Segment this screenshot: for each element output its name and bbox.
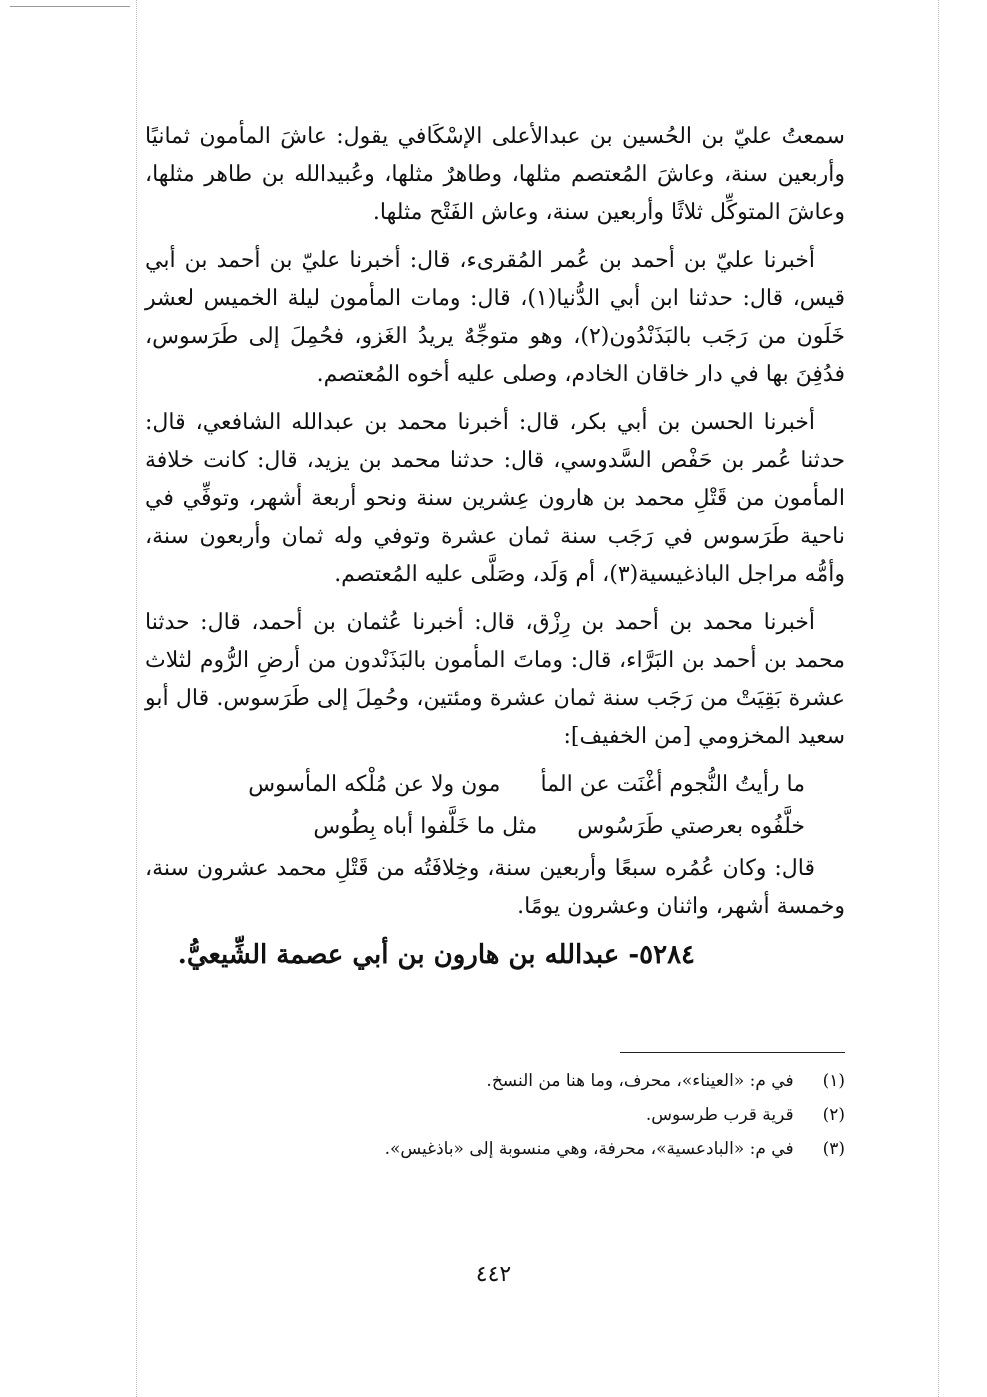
poem-hemistich: مثل ما خَلَّفوا أباه بِطُوس	[313, 814, 538, 839]
footnote-3	[145, 1132, 845, 1166]
paragraph-3: أخبرنا الحسن بن أبي بكر، قال: أخبرنا محمد بن عبدالله الشافعي، قال: حدثنا عُمر بن حَفْص السَّدوسي، قال: حدثنا محمد بن يزيد، قال: كانت خلافة المأمون من قَتْلِ محمد بن هارون عِشرين سنة ونحو أربعة أشهر، وتوفِّي في ناحية طَرَسوس في رَجَب سنة ثمان عشرة وتوفي وله ثمان وأربعون سنة، وأمُّه مراجل الباذغيسية(٣)، أم وَلَد، وصَلَّى عليه المُعتصم.	[145, 410, 845, 587]
poem-hemistich: مون ولا عن مُلْكه المأسوس	[248, 772, 501, 797]
footnote-rule	[620, 1052, 845, 1053]
poem-line-1	[145, 766, 845, 804]
footnote-2	[145, 1098, 845, 1132]
entry-heading: ٥٢٨٤- عبدالله بن هارون بن أبي عصمة الشِّيعيُّ.	[177, 940, 695, 970]
footnote-text: في م: «البادعسية»، محرفة، وهي منسوبة إلى «باذغيس».	[384, 1139, 794, 1159]
page-number: ٤٤٢	[475, 1262, 512, 1287]
paragraph-2: أخبرنا عليّ بن أحمد بن عُمر المُقرىء، قال: أخبرنا عليّ بن أحمد بن أبي قيس، قال: حدثنا ابن أبي الدُّنيا(١)، قال: ومات المأمون ليلة الخميس لعشر خَلَون من رَجَب بالبَذَنْدُون(٢)، وهو متوجِّهٌ يريدُ الغَزو، فحُمِلَ إلى طَرَسوس، فدُفِنَ بها في دار خاقان الخادم، وصلى عليه أخوه المُعتصم.	[145, 248, 845, 387]
poem-line-2	[145, 808, 845, 846]
footnote-text: قرية قرب طرسوس.	[645, 1105, 794, 1125]
footnote-number: (٣)	[822, 1139, 845, 1159]
poem-hemistich: ما رأيتُ النُّجوم أغْنَت عن المأ	[540, 772, 805, 797]
footnote-number: (٢)	[822, 1105, 845, 1125]
top-rule	[10, 6, 130, 7]
footnotes	[145, 1064, 845, 1166]
paragraph-1: سمعتُ عليّ بن الحُسين بن عبدالأعلى الإسْكَافي يقول: عاشَ المأمون ثمانيًا وأربعين سنة، وعاشَ المُعتصم مثلها، وطاهرٌ مثلها، وعُبيدالله بن طاهر مثلها، وعاشَ المتوكِّل ثلاثًا وأربعين سنة، وعاش الفَتْح مثلها.	[145, 124, 845, 225]
footnote-number: (١)	[822, 1071, 845, 1091]
main-text	[145, 118, 845, 974]
footnote-1	[145, 1064, 845, 1098]
footnote-text: في م: «العيناء»، محرف، وما هنا من النسخ.	[486, 1071, 794, 1091]
margin-line-right	[938, 0, 939, 1397]
paragraph-4: أخبرنا محمد بن أحمد بن رِزْق، قال: أخبرنا عُثمان بن أحمد، قال: حدثنا محمد بن أحمد بن البَرَّاء، قال: وماتَ المأمون بالبَذَنْدون من أرضِ الرُّوم لثلاث عشرة بَقِيَتْ من رَجَب سنة ثمان عشرة ومئتين، وحُمِلَ إلى طَرَسوس. قال أبو سعيد المخزومي [من الخفيف]:	[145, 610, 845, 749]
poem-hemistich: خلَّفُوه بعرصتي طَرَسُوس	[577, 814, 805, 839]
closing-paragraph: قال: وكان عُمُره سبعًا وأربعين سنة، وخِلافَتُه من قَتْلِ محمد عشرون سنة، وخمسة أشهر، واثنان وعشرون يومًا.	[145, 856, 845, 919]
margin-line-left	[136, 0, 137, 1397]
